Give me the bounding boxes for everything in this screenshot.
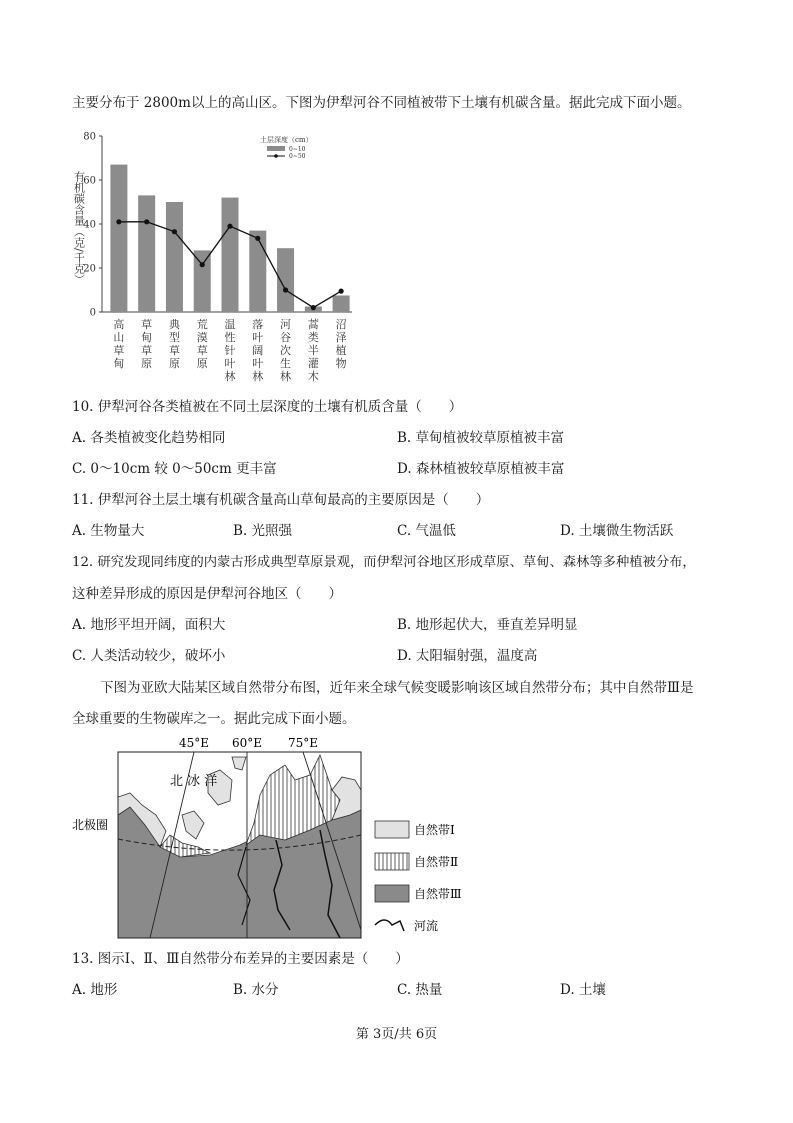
lon-label-60: 60°E bbox=[231, 736, 263, 750]
q13-option-a[interactable]: A. 地形 bbox=[72, 982, 118, 998]
q11-option-a[interactable]: A. 生物量大 bbox=[72, 523, 145, 539]
x-tick-label: 荒漠草原 bbox=[196, 318, 208, 370]
y-tick-label: 20 bbox=[83, 263, 96, 275]
point-典型草原 bbox=[172, 229, 177, 234]
point-落叶阔叶林 bbox=[255, 236, 260, 241]
ocean-label: 北 冰 洋 bbox=[170, 774, 218, 789]
q13-stem: 13. 图示Ⅰ、Ⅱ、Ⅲ自然带分布差异的主要因素是（ ） bbox=[72, 951, 409, 967]
legend-bar-swatch bbox=[267, 146, 285, 151]
x-tick-label: 高山草甸 bbox=[113, 318, 125, 370]
soil-carbon-chart bbox=[70, 128, 360, 388]
q13-option-c[interactable]: C. 热量 bbox=[397, 982, 443, 998]
bar-落叶阔叶林 bbox=[249, 231, 266, 312]
legend-zone1-swatch bbox=[375, 821, 409, 838]
lon-label-45: 45°E bbox=[178, 736, 210, 750]
bar-沼泽植物 bbox=[333, 296, 350, 313]
y-tick-label: 40 bbox=[83, 219, 96, 231]
q12-option-c[interactable]: C. 人类活动较少，破坏小 bbox=[72, 648, 226, 664]
x-tick-label: 蒿类半灌木 bbox=[307, 318, 319, 383]
page-footer: 第 3页/共 6页 bbox=[355, 1027, 438, 1042]
x-tick-label: 沼泽植物 bbox=[335, 318, 347, 370]
x-tick-label: 落叶阔叶林 bbox=[252, 318, 264, 383]
lon-label-75: 75°E bbox=[287, 736, 319, 750]
legend-river-icon bbox=[375, 920, 404, 931]
q12-stem-line1: 12. 研究发现同纬度的内蒙古形成典型草原景观，而伊犁河谷地区形成草原、草甸、森林等多种植被分布， bbox=[72, 555, 696, 570]
point-荒漠草原 bbox=[200, 262, 205, 267]
legend-zone1-label: 自然带Ⅰ bbox=[414, 823, 455, 837]
point-沼泽植物 bbox=[339, 289, 344, 294]
legend-zone3-label: 自然带Ⅲ bbox=[414, 887, 462, 901]
y-axis-label: 有机碳含量（克/千克） bbox=[72, 171, 86, 285]
q13-option-d[interactable]: D. 土壤 bbox=[560, 982, 606, 998]
q12-option-a[interactable]: A. 地形平坦开阔，面积大 bbox=[72, 617, 226, 633]
q10-option-d[interactable]: D. 森林植被较草原植被丰富 bbox=[397, 461, 565, 477]
q13-option-b[interactable]: B. 水分 bbox=[233, 982, 279, 998]
q10-option-c[interactable]: C. 0～10cm 较 0～50cm 更丰富 bbox=[72, 461, 277, 477]
natural-zone-map bbox=[70, 735, 470, 945]
q12-stem-line2: 这种差异形成的原因是伊犁河谷地区（ ） bbox=[72, 586, 342, 602]
legend-zone2-label: 自然带Ⅱ bbox=[414, 855, 459, 869]
x-tick-label: 草甸草原 bbox=[141, 318, 153, 370]
q11-option-d[interactable]: D. 土壤微生物活跃 bbox=[560, 523, 674, 539]
point-高山草甸 bbox=[116, 219, 121, 224]
x-tick-label: 温性针叶林 bbox=[224, 318, 236, 383]
bar-温性针叶林 bbox=[222, 198, 239, 312]
legend-bar-label: 0~10 bbox=[289, 146, 306, 153]
bar-高山草甸 bbox=[110, 165, 127, 312]
point-草甸草原 bbox=[144, 219, 149, 224]
intro-text: 主要分布于 2800m以上的高山区。下图为伊犁河谷不同植被带下土壤有机碳含量。据此完成下面小题。 bbox=[72, 95, 691, 111]
q12-option-d[interactable]: D. 太阳辐射强，温度高 bbox=[397, 648, 538, 664]
legend-line-label: 0~50 bbox=[289, 153, 306, 160]
y-tick-label: 60 bbox=[83, 175, 96, 187]
q11-option-b[interactable]: B. 光照强 bbox=[233, 523, 293, 539]
y-tick-label: 0 bbox=[89, 307, 96, 319]
q10-option-b[interactable]: B. 草甸植被较草原植被丰富 bbox=[397, 430, 565, 446]
q10-stem: 10. 伊犁河谷各类植被在不同土层深度的土壤有机质含量（ ） bbox=[72, 399, 463, 415]
x-tick-label: 河谷次生林 bbox=[280, 318, 292, 383]
intro2-line1: 下图为亚欧大陆某区域自然带分布图，近年来全球气候变暖影响该区域自然带分布；其中自然带Ⅲ是 bbox=[100, 680, 694, 696]
legend-zone2-swatch bbox=[375, 853, 409, 870]
q12-option-b[interactable]: B. 地形起伏大，垂直差异明显 bbox=[397, 617, 578, 633]
bar-荒漠草原 bbox=[194, 250, 211, 312]
legend-line-dot bbox=[274, 154, 278, 158]
legend-title: 土层深度（cm） bbox=[260, 136, 313, 144]
q10-option-a[interactable]: A. 各类植被变化趋势相同 bbox=[72, 430, 226, 446]
legend-zone3-swatch bbox=[375, 885, 409, 902]
point-温性针叶林 bbox=[227, 224, 232, 229]
point-河谷次生林 bbox=[283, 287, 288, 292]
y-tick-label: 80 bbox=[83, 131, 96, 143]
intro2-line2: 全球重要的生物碳库之一。据此完成下面小题。 bbox=[72, 711, 356, 727]
bar-典型草原 bbox=[166, 202, 183, 312]
point-蒿类半灌木 bbox=[311, 305, 316, 310]
q11-option-c[interactable]: C. 气温低 bbox=[397, 523, 456, 539]
arctic-circle-label: 北极圈 bbox=[72, 818, 109, 832]
bar-草甸草原 bbox=[138, 195, 155, 312]
legend-river-label: 河流 bbox=[414, 919, 439, 933]
q11-stem: 11. 伊犁河谷土层土壤有机碳含量高山草甸最高的主要原因是（ ） bbox=[72, 492, 490, 508]
x-tick-label: 典型草原 bbox=[168, 318, 180, 370]
